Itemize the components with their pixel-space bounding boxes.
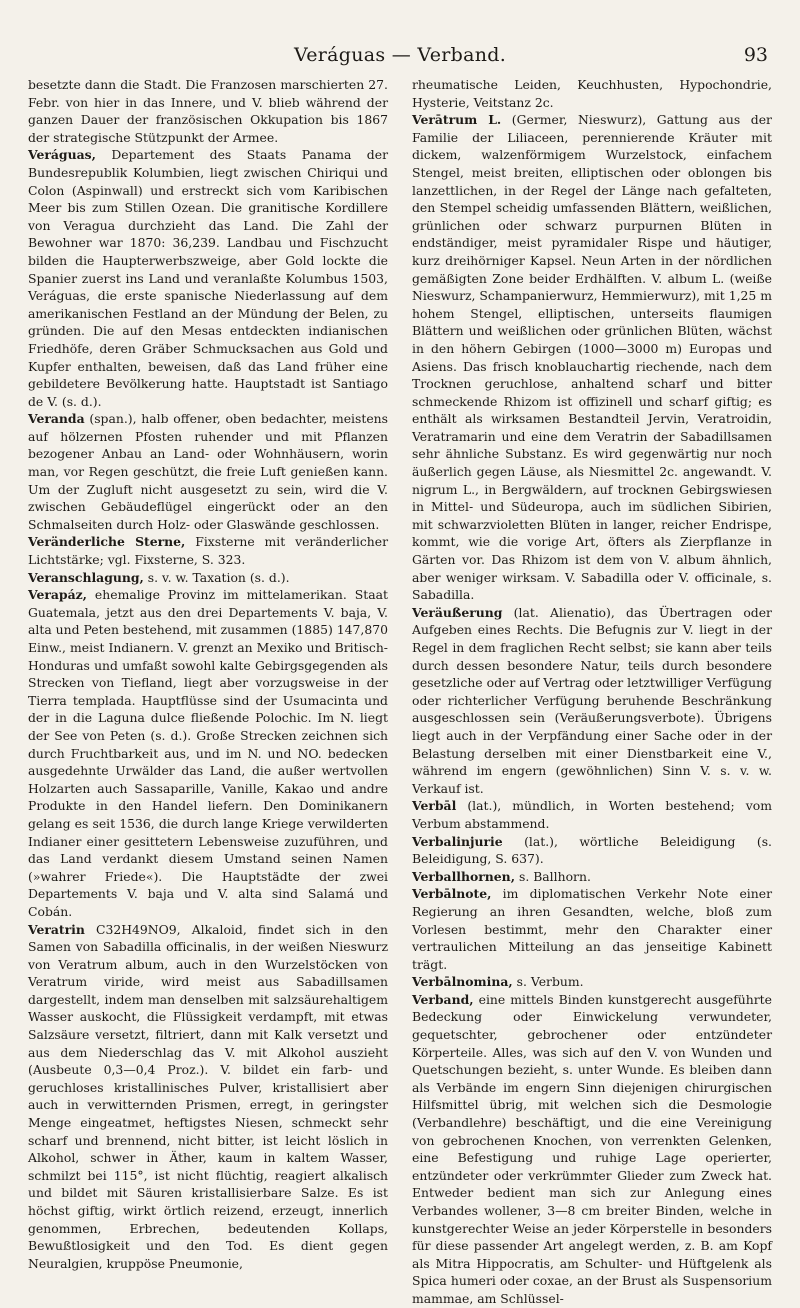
entry-text: (Germer, Nieswurz), Gattung aus der Familie der Liliaceen, perennierende Kräuter mit dickem, walzenförmigem Wurzelstock, einfachem Stengel, meist breiten, elliptischen oder oblongen bis lanzettlichen, in der Regel der Länge nach gefalteten, den Stempel scheidig umfassenden Blättern, weißlichen, grünlichen oder schwarz purpurnen Blüten in endständiger, meist pyramidaler Rispe und häutiger, kurz dreihörniger Kapsel. Neun Arten in der nördlichen gemäßigten Zone beider Erdhälften. V. album L. (weiße Nieswurz, Schampanierwurz, Hemmierwurz), mit 1,25 m hohem Stengel, elliptischen, unterseits flaumigen Blättern und weißlichen oder grünlichen Blüten, wächst in den höhern Gebirgen (1000—3000 m) Europas und Asiens. Das frisch knoblauchartig riechende, nach dem Trocknen geruchlose, anhaltend scharf und bitter schmeckende Rhizom ist offizinell und scharf giftig; es enthält als wirksamen Bestandteil Jervin, Veratroidin, Veratramarin und eine dem Veratrin der Sabadillsamen sehr ähnliche Substanz. Es wird gegenwärtig nur noch äußerlich gegen Läuse, als Niesmittel 2c. angewandt. V. nigrum L., in Bergwäldern, auf trocknen Gebirgswiesen in Mittel- und Südeuropa, auch im südlichen Sibirien, mit schwarzvioletten Blüten in langer, reicher Endrispe, kommt, wie die vorige Art, öfters als Zierpflanze in Gärten vor. Das Rhizom ist dem von V. album ähnlich, aber weniger wirksam. V. Sabadilla oder V. officinale, s. Sabadilla. xyxy=(412,112,772,603)
entry xyxy=(28,533,388,568)
entry-headword: Verbalinjurie xyxy=(412,833,503,849)
entry xyxy=(412,868,772,886)
entry-headword: Veränderliche Sterne, xyxy=(28,534,186,550)
entry-headword: Verband, xyxy=(412,991,474,1007)
page-number: 93 xyxy=(743,44,768,66)
entry xyxy=(412,797,772,832)
entry-text: s. Verbum. xyxy=(512,974,584,990)
entry-text: (lat.), wörtliche Beleidigung (s. Beleidigung, S. 637). xyxy=(412,833,772,867)
entry xyxy=(412,991,772,1308)
entry-text: Fixsterne mit veränderlicher Lichtstärke; vgl. Fixsterne, S. 323. xyxy=(28,534,389,568)
entry-headword: Verbāl xyxy=(412,798,457,814)
entry-text: besetzte dann die Stadt. Die Franzosen marschierten 27. Febr. von hier in das Innere, und V. blieb während der ganzen Dauer der französischen Okkupation bis 1867 der strategische Stützpunkt der Armee. xyxy=(28,77,388,145)
entry-headword: Veranda xyxy=(28,411,85,427)
entry-headword: Verbālnomina, xyxy=(412,974,513,990)
entry-headword: Verapáz, xyxy=(28,587,87,603)
right-column xyxy=(412,76,772,1308)
entry-text: s. Ballhorn. xyxy=(515,868,591,884)
entry xyxy=(412,885,772,973)
entry-text: rheumatische Leiden, Keuchhusten, Hypochondrie, Hysterie, Veitstanz 2c. xyxy=(412,77,772,110)
entry-headword: Veranschlagung, xyxy=(28,569,144,585)
entry-text: Departement des Staats Panama der Bundesrepublik Kolumbien, liegt zwischen Chiriqui und Colon (Aspinwall) und erstreckt sich vom Karibischen Meer bis zum Stillen Ozean. Die granitische Kordillere von Veragua durchzieht das Land. Die Zahl der Bewohner war 1870: 36,239. Landbau und Fischzucht bilden die Haupterwerbszweige, aber Gold lockte die Spanier zuerst ins Land und veranlaßte Kolumbus 1503, Veráguas, die erste spanische Niederlassung auf dem amerikanischen Festland an der Mündung der Belen, zu gründen. Die auf den Mesas entdeckten indianischen Friedhöfe, deren Gräber Schmucksachen aus Gold und Kupfer enthalten, beweisen, daß das Land früher eine gebildetere Bevölkerung hatte. Hauptstadt ist Santiago de V. (s. d.). xyxy=(28,147,388,409)
entry-headword: Veratrin xyxy=(28,921,85,937)
page-header xyxy=(28,44,772,76)
entry xyxy=(412,76,772,111)
left-column xyxy=(28,76,388,1308)
entry-headword: Veráguas, xyxy=(28,147,96,163)
entry xyxy=(412,111,772,604)
entry-headword: Verballhornen, xyxy=(412,868,516,884)
entry xyxy=(28,146,388,410)
entry xyxy=(412,604,772,798)
entry xyxy=(28,921,388,1273)
entry-text: ehemalige Provinz im mittelamerikan. Staat Guatemala, jetzt aus den drei Departements V. baja, V. alta und Peten bestehend, mit zusammen (1885) 147,870 Einw., meist Indianern. V. grenzt an Mexiko und Britisch-Honduras und umfaßt sowohl kalte Gebirgsgegenden als Strecken von Tiefland, liegt aber vorzugsweise in der Tierra templada. Hauptflüsse sind der Usumacinta und der in die Laguna dulce fließende Polochic. Im N. liegt der See von Peten (s. d.). Große Strecken zeichnen sich durch Fruchtbarkeit aus, und im N. und NO. bedecken ausgedehnte Urwälder das Land, die außer wertvollen Holzarten auch Sassaparille, Vanille, Kakao und andre Produkte in den Handel liefern. Den Dominikanern gelang es seit 1536, die durch lange Kriege verwilderten Indianer einer gesittetern Lebensweise zuzuführen, und das Land verdankt diesem Umstand seinen Namen (»wahrer Friede«). Die Hauptstädte der zwei Departements V. baja und V. alta sind Salamá und Cobán. xyxy=(28,587,388,919)
entry xyxy=(28,410,388,533)
entry-headword: Verātrum L. xyxy=(412,112,502,128)
entry-text: s. v. w. Taxation (s. d.). xyxy=(143,569,290,585)
entry-text: (span.), halb offener, oben bedachter, meistens auf hölzernen Pfosten ruhender und mit Pflanzen bezogener Anbau an Land- oder Wohnhäusern, worin man, vor Regen geschützt, die freie Luft genießen kann. Um der Zugluft nicht ausgesetzt zu sein, wird die V. zwischen Gebäudeflügel eingerückt oder an den Schmalseiten durch Holz- oder Glaswände geschlossen. xyxy=(28,411,388,532)
entry xyxy=(28,586,388,920)
entry-text: im diplomatischen Verkehr Note einer Regierung an ihren Gesandten, welche, bloß zum Vorlesen bestimmt, mehr den Charakter einer vertraulichen Mitteilung an das jenseitige Kabinett trägt. xyxy=(412,886,772,972)
page-title: Veráguas — Verband. xyxy=(293,44,507,66)
entry-text: (lat. Alienatio), das Übertragen oder Aufgeben eines Rechts. Die Befugnis zur V. liegt in der Regel in dem fraglichen Recht selbst; sie kann aber teils durch dessen besondere Natur, teils durch besondere gesetzliche oder auf Vertrag oder letztwilliger Verfügung oder richterlicher Verfügung beruhende Beschränkung ausgeschlossen sein (Veräußerungsverbote). Übrigens liegt auch in der Verpfändung einer Sache oder in der Belastung derselben mit einer Dienstbarkeit eine V., während im engern (gewöhnlichen) Sinn V. s. v. w. Verkauf ist. xyxy=(412,604,772,796)
entry-text: (lat.), mündlich, in Worten bestehend; vom Verbum abstammend. xyxy=(412,798,772,831)
entry-text: C32H49NO9, Alkaloid, findet sich in den Samen von Sabadilla officinalis, in der weißen Nieswurz von Veratrum album, auch in den Wurzelstöcken von Veratrum viride, wird meist aus Sabadillsamen dargestellt, indem man denselben mit salzsäurehaltigem Wasser auskocht, die Flüssigkeit verdampft, mit etwas Salzsäure versetzt, filtriert, dann mit Kalk versetzt und aus dem Niederschlag das V. mit Alkohol auszieht (Ausbeute 0,3—0,4 Proz.). V. bildet ein farb- und geruchloses kristallinisches Pulver, kristallisiert aber auch in verwitternden Prismen, erregt, in geringster Menge eingeatmet, heftigstes Niesen, schmeckt sehr scharf und brennend, nicht bitter, ist leicht löslich in Alkohol, schwer in Äther, kaum in kaltem Wasser, schmilzt bei 115°, ist nicht flüchtig, reagiert alkalisch und bildet mit Säuren kristallisierbare Salze. Es ist höchst giftig, wirkt örtlich reizend, erzeugt, innerlich genommen, Erbrechen, bedeutenden Kollaps, Bewußtlosigkeit und den Tod. Es dient gegen Neuralgien, kruppöse Pneumonie, xyxy=(28,921,388,1271)
entry-headword: Verbālnote, xyxy=(412,886,492,902)
entry-text: eine mittels Binden kunstgerecht ausgeführte Bedeckung oder Einwickelung verwundeter, gequetschter, gebrochener oder entzündeter Körperteile. Alles, was sich auf den V. von Wunden und Quetschungen bezieht, s. unter Wunde. Es bleiben dann als Verbände im engern Sinn diejenigen chirurgischen Hilfsmittel übrig, mit welchen sich die Desmologie (Verbandlehre) beschäftigt, und die eine Vereinigung von gebrochenen Knochen, von verrenkten Gelenken, eine Befestigung und ruhige Lage operierter, entzündeter oder verkrümmter Glieder zum Zweck hat. Entweder bedient man sich zur Anlegung eines Verbandes wollener, 3—8 cm breiter Binden, welche in kunstgerechter Weise an jeder Körperstelle in besonders für diese passender Art angelegt werden, z. B. am Kopf als Mitra Hippocratis, am Schulter- und Hüftgelenk als Spica humeri oder coxae, an der Brust als Suspensorium mammae, am Schlüssel- xyxy=(412,991,772,1306)
entry-headword: Veräußerung xyxy=(412,604,503,620)
columns xyxy=(28,76,772,1308)
entry xyxy=(28,569,388,587)
entry xyxy=(28,76,388,146)
entry xyxy=(412,973,772,991)
entry xyxy=(412,833,772,868)
